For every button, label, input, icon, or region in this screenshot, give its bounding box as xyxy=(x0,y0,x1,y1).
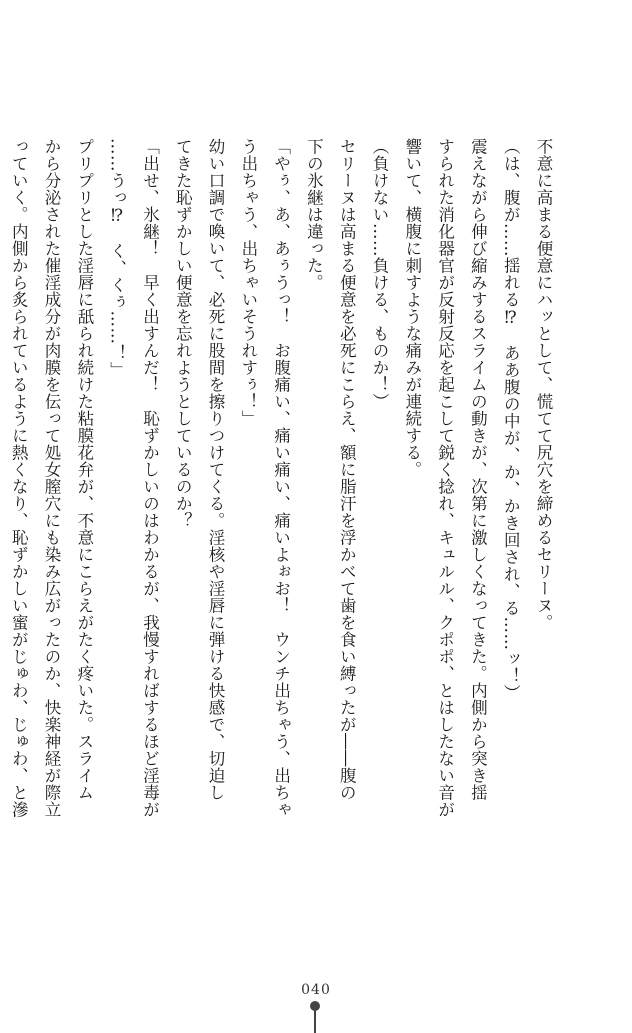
text-line: 「出せ、氷継！ 早く出すんだ！ 恥ずかしいのはわかるが、我慢すればするほど淫毒が xyxy=(140,138,160,818)
page-number: 040 xyxy=(301,982,331,998)
text-line: 震えながら伸び縮みするスライムの動きが、次第に激しくなってきた。内側から突き揺 xyxy=(468,138,488,801)
text-line: 幼い口調で喚いて、必死に股間を擦りつけてくる。淫核や淫唇に弾ける快感で、切迫し xyxy=(206,138,226,801)
text-line: から分泌された催淫成分が肉膜を伝って処女膣穴にも染み広がったのか、快楽神経が際立 xyxy=(42,138,62,818)
text-line: （負けない……負ける、ものか！） xyxy=(370,138,390,410)
text-line: （は、腹が……揺れる⁉ ああ腹の中が、か、かき回され、る……ッ！） xyxy=(501,138,521,702)
body-text xyxy=(9,138,559,970)
page-marker-line xyxy=(314,1010,316,1033)
text-line: 不意に高まる便意にハッとして、慌てて尻穴を締めるセリーヌ。 xyxy=(534,138,553,631)
text-line: っていく。内側から炙られているように熱くなり、恥ずかしい蜜がじゅわ、じゅわ、と滲 xyxy=(9,138,29,818)
text-line: セリーヌは高まる便意を必死にこらえ、額に脂汗を浮かべて歯を食い縛ったが――腹の xyxy=(337,138,357,801)
text-line: プリプリとした淫唇に舐られ続けた粘膜花弁が、不意にこらえがたく疼いた。スライム xyxy=(74,138,94,801)
text-line: てきた恥ずかしい便意を忘れようとしているのか？ xyxy=(173,138,193,529)
text-line: 響いて、横腹に刺すような痛みが連続する。 xyxy=(402,138,422,478)
text-line: すられた消化器官が反射反応を起こして鋭く捻れ、キュルル、クポポ、とはしたない音が xyxy=(435,138,455,818)
text-line: う出ちゃう、出ちゃいそうれすぅ！」 xyxy=(238,138,258,427)
text-line: 「やぅ、あ、あぅうっ！ お腹痛い、痛い痛い、痛いよぉお！ ウンチ出ちゃう、出ちゃ xyxy=(271,138,291,818)
text-line: ……うっ⁉ く、くぅ……！」 xyxy=(107,138,127,379)
text-line: 下の氷継は違った。 xyxy=(304,138,324,291)
